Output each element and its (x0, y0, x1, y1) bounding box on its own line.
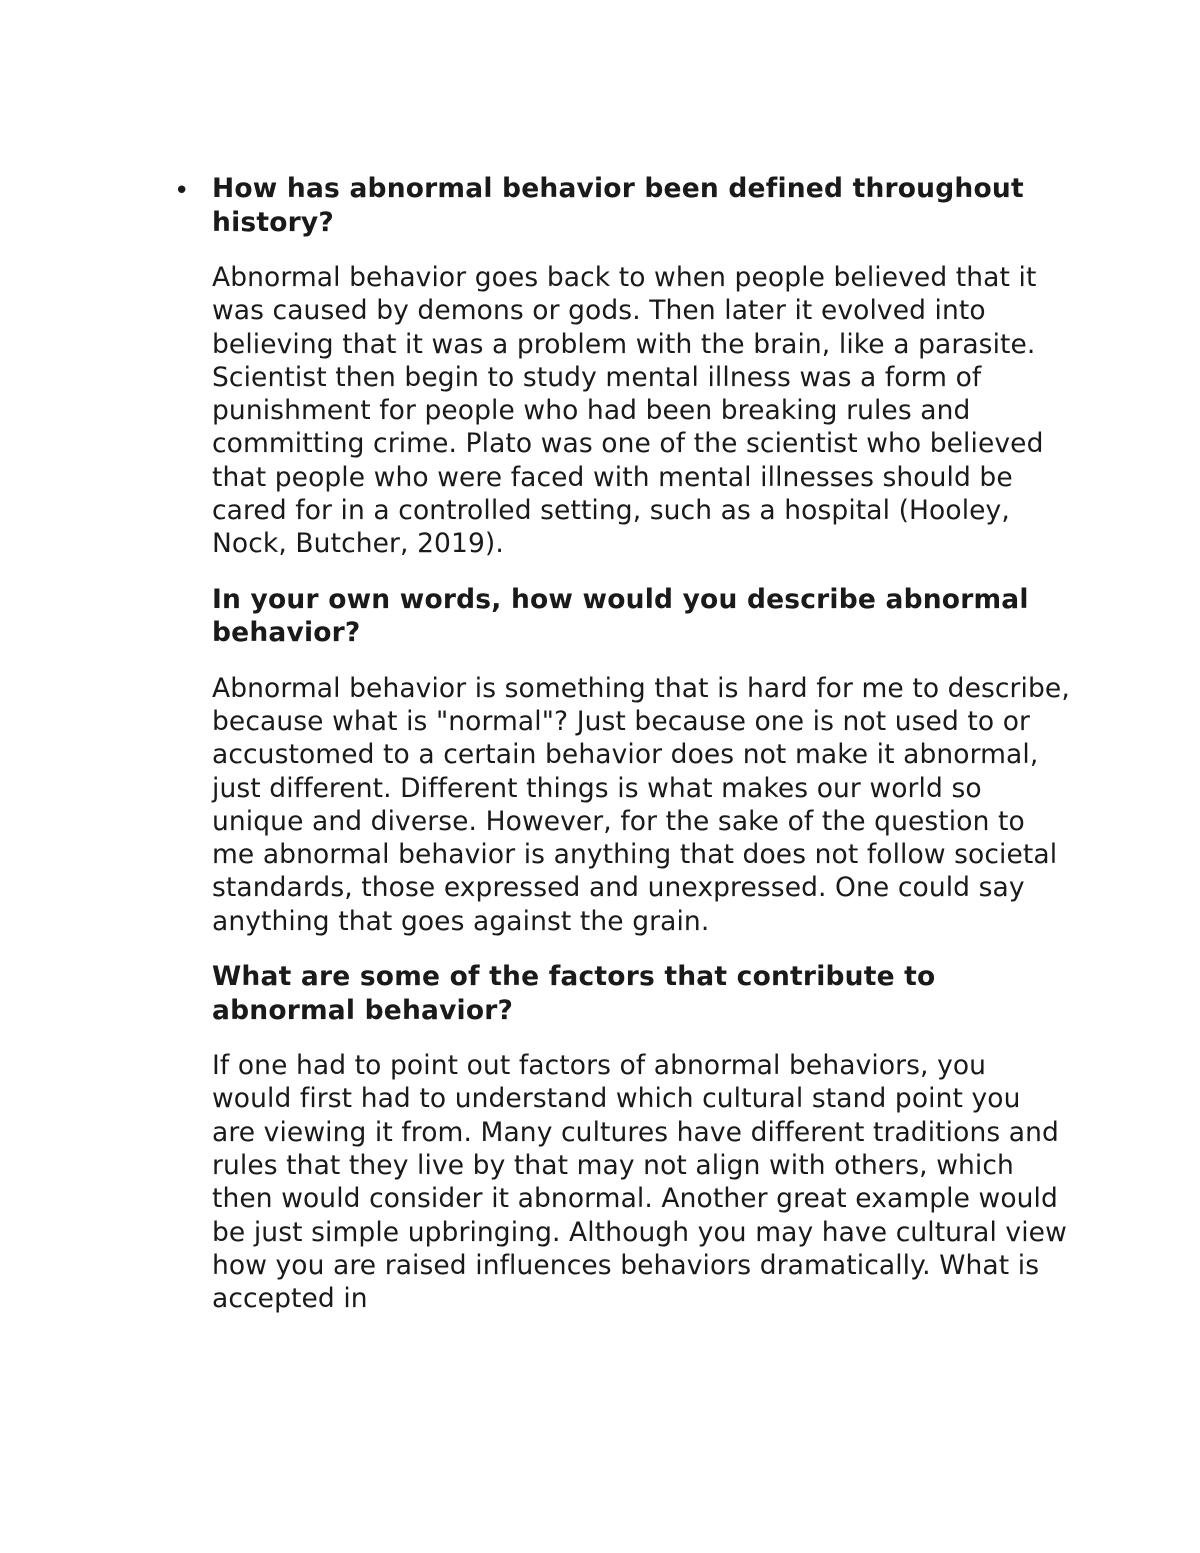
question-2-heading: In your own words, how would you describe abnormal behavior? (212, 583, 1029, 649)
answer-1-paragraph: Abnormal behavior goes back to when people believed that it was caused by demons or gods. Then later it evolved into believing that it was a problem with the brain, like a parasite. Scientist then begin to study mental illness was a form of punishment for people who had been breaking rules and committing crime. Plato was one of the scientist who believed that people who were faced with mental illnesses should be cared for in a controlled setting, such as a hospital (Hooley, Nock, Butcher, 2019). (212, 262, 1044, 560)
bullet-point: • (174, 176, 190, 206)
question-1-heading: How has abnormal behavior been defined throughout history? (212, 173, 1024, 238)
document-body (212, 172, 1072, 1337)
answer-2-paragraph: Abnormal behavior is something that is hard for me to describe, because what is "normal"? Just because one is not used to or accustomed to a certain behavior does not make it abnormal, just different. Different things is what makes our world so unique and diverse. However, for the sake of the question to me abnormal behavior is anything that does not follow societal standards, those expressed and unexpressed. One could say anything that goes against the grain. (212, 672, 1070, 937)
question-3-heading: What are some of the factors that contribute to abnormal behavior? (212, 961, 936, 1026)
answer-3-paragraph: If one had to point out factors of abnormal behaviors, you would first had to understand which cultural stand point you are viewing it from. Many cultures have different traditions and rules that they live by that may not align with others, which then would consider it abnormal. Another great example would be just simple upbringing. Although you may have cultural view how you are raised influences behaviors dramatically. What is accepted in (212, 1050, 1067, 1315)
